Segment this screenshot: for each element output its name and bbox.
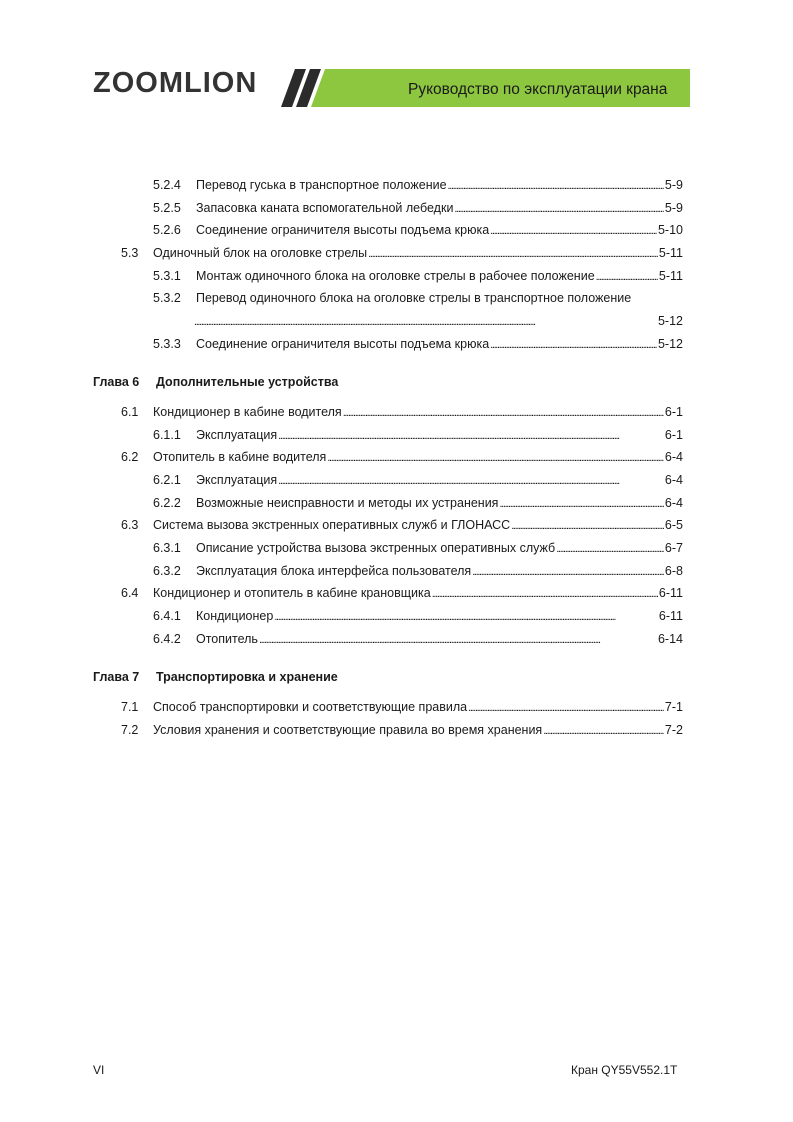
toc-title: Система вызова экстренных оперативных служб и ГЛОНАСС <box>153 518 511 532</box>
chapter-number: Глава 7 <box>93 670 140 684</box>
chapter-title: Транспортировка и хранение <box>156 670 338 684</box>
toc-entry-5-2-6[interactable] <box>153 222 683 239</box>
toc-title: Эксплуатация блока интерфейса пользователя <box>196 564 472 578</box>
toc-number: 6.4 <box>121 586 139 600</box>
toc-title: Условия хранения и соответствующие правила во время хранения <box>153 723 543 737</box>
toc-entry-6-1[interactable] <box>121 404 683 421</box>
dot-leader <box>274 608 658 625</box>
dot-leader <box>327 449 664 466</box>
toc-title: Отопитель <box>196 632 258 646</box>
toc-title: Перевод гуська в транспортное положение <box>196 178 447 192</box>
toc-title: Кондиционер и отопитель в кабине крановщика <box>153 586 431 600</box>
dot-leader <box>448 177 664 194</box>
toc-page: 5-10 <box>657 223 683 237</box>
toc-title: Эксплуатация <box>196 428 278 442</box>
toc-number: 6.2.1 <box>153 473 181 487</box>
chapter-7-heading[interactable] <box>93 669 338 685</box>
toc-number: 6.4.1 <box>153 609 181 623</box>
dot-leader <box>499 495 663 512</box>
toc-number: 7.1 <box>121 700 139 714</box>
dot-leader <box>596 268 658 285</box>
dot-leader <box>468 699 664 716</box>
toc-entry-5-3-1[interactable] <box>153 268 683 285</box>
toc-entry-7-2[interactable] <box>121 722 683 739</box>
toc-entry-5-2-4[interactable] <box>153 177 683 194</box>
toc-title: Эксплуатация <box>196 473 278 487</box>
toc-number: 5.2.5 <box>153 201 181 215</box>
toc-number: 6.3.2 <box>153 564 181 578</box>
dot-leader <box>511 517 664 534</box>
toc-page: 5-11 <box>658 269 683 283</box>
dot-leader <box>543 722 664 739</box>
toc-title: Возможные неисправности и методы их устранения <box>196 496 499 510</box>
chapter-title: Дополнительные устройства <box>156 375 339 389</box>
dot-leader <box>343 404 664 421</box>
toc-number: 5.3 <box>121 246 139 260</box>
toc-number: 6.1.1 <box>153 428 181 442</box>
dot-leader <box>454 200 664 217</box>
toc-entry-6-3-1[interactable] <box>153 540 683 557</box>
toc-page: 7-1 <box>664 700 683 714</box>
toc-page: 5-12 <box>657 337 683 351</box>
toc-number: 5.2.4 <box>153 178 181 192</box>
toc-page: 6-4 <box>664 473 683 487</box>
dot-leader <box>278 472 664 489</box>
toc-page: 5-9 <box>664 178 683 192</box>
dot-leader <box>194 313 657 330</box>
toc-number: 6.3.1 <box>153 541 181 555</box>
toc-number: 5.3.2 <box>153 291 181 305</box>
dot-leader <box>259 631 657 648</box>
toc-entry-5-3-3[interactable] <box>153 336 683 353</box>
dot-leader <box>490 336 657 353</box>
toc-page: 6-5 <box>664 518 683 532</box>
toc-number: 7.2 <box>121 723 139 737</box>
toc-title: Перевод одиночного блока на оголовке стрелы в транспортное положение <box>196 291 632 305</box>
toc-page: 6-11 <box>658 586 683 600</box>
toc-entry-6-2-1[interactable] <box>153 472 683 489</box>
toc-entry-5-3[interactable] <box>121 245 683 262</box>
toc-page: 5-12 <box>657 314 683 328</box>
toc-entry-7-1[interactable] <box>121 699 683 716</box>
toc-page: 5-11 <box>658 246 683 260</box>
toc-number: 5.2.6 <box>153 223 181 237</box>
toc-page: 6-7 <box>664 541 683 555</box>
toc-page: 7-2 <box>664 723 683 737</box>
toc-entry-6-4[interactable] <box>121 585 683 602</box>
dot-leader <box>368 245 658 262</box>
toc-number: 5.3.1 <box>153 269 181 283</box>
toc-title: Одиночный блок на оголовке стрелы <box>153 246 368 260</box>
dot-leader <box>432 585 658 602</box>
toc-title: Соединение ограничителя высоты подъема крюка <box>196 223 490 237</box>
toc-title: Отопитель в кабине водителя <box>153 450 327 464</box>
header-banner <box>0 0 793 120</box>
dot-leader <box>490 222 657 239</box>
toc-page: 5-9 <box>664 201 683 215</box>
toc-title: Кондиционер в кабине водителя <box>153 405 342 419</box>
page-header <box>0 0 793 120</box>
toc-title: Соединение ограничителя высоты подъема крюка <box>196 337 490 351</box>
dot-leader <box>472 563 664 580</box>
zoomlion-logo: ZOOMLION <box>93 67 258 99</box>
toc-title: Кондиционер <box>196 609 274 623</box>
toc-entry-6-1-1[interactable] <box>153 427 683 444</box>
toc-entry-5-3-2-continuation <box>194 313 683 330</box>
toc-page: 6-14 <box>657 632 683 646</box>
dot-leader <box>278 427 664 444</box>
toc-number: 6.4.2 <box>153 632 181 646</box>
toc-page: 6-1 <box>664 405 683 419</box>
toc-title: Монтаж одиночного блока на оголовке стрелы в рабочее положение <box>196 269 595 283</box>
toc-page: 6-4 <box>664 496 683 510</box>
toc-entry-6-4-2[interactable] <box>153 631 683 648</box>
toc-page: 6-8 <box>664 564 683 578</box>
toc-page: 6-11 <box>658 609 683 623</box>
chapter-6-heading[interactable] <box>93 374 338 390</box>
footer-page-number: VI <box>93 1063 105 1077</box>
chapter-number: Глава 6 <box>93 375 140 389</box>
toc-entry-5-2-5[interactable] <box>153 200 683 217</box>
toc-entry-6-2[interactable] <box>121 449 683 466</box>
manual-title: Руководство по эксплуатации крана <box>408 81 668 98</box>
toc-title: Способ транспортировки и соответствующие правила <box>153 700 468 714</box>
toc-number: 6.2 <box>121 450 139 464</box>
toc-entry-6-3[interactable] <box>121 517 683 534</box>
dot-leader <box>556 540 664 557</box>
toc-entry-6-3-2[interactable] <box>153 563 683 580</box>
toc-title: Запасовка каната вспомогательной лебедки <box>196 201 454 215</box>
toc-number: 5.3.3 <box>153 337 181 351</box>
toc-number: 6.2.2 <box>153 496 181 510</box>
toc-entry-6-4-1[interactable] <box>153 608 683 625</box>
toc-entry-5-3-2[interactable] <box>153 290 683 306</box>
footer-model: Кран QY55V552.1T <box>571 1063 678 1077</box>
toc-number: 6.1 <box>121 405 139 419</box>
toc-page: 6-4 <box>664 450 683 464</box>
toc-entry-6-2-2[interactable] <box>153 495 683 512</box>
toc-number: 6.3 <box>121 518 139 532</box>
toc-page: 6-1 <box>664 428 683 442</box>
toc-title: Описание устройства вызова экстренных оперативных служб <box>196 541 556 555</box>
